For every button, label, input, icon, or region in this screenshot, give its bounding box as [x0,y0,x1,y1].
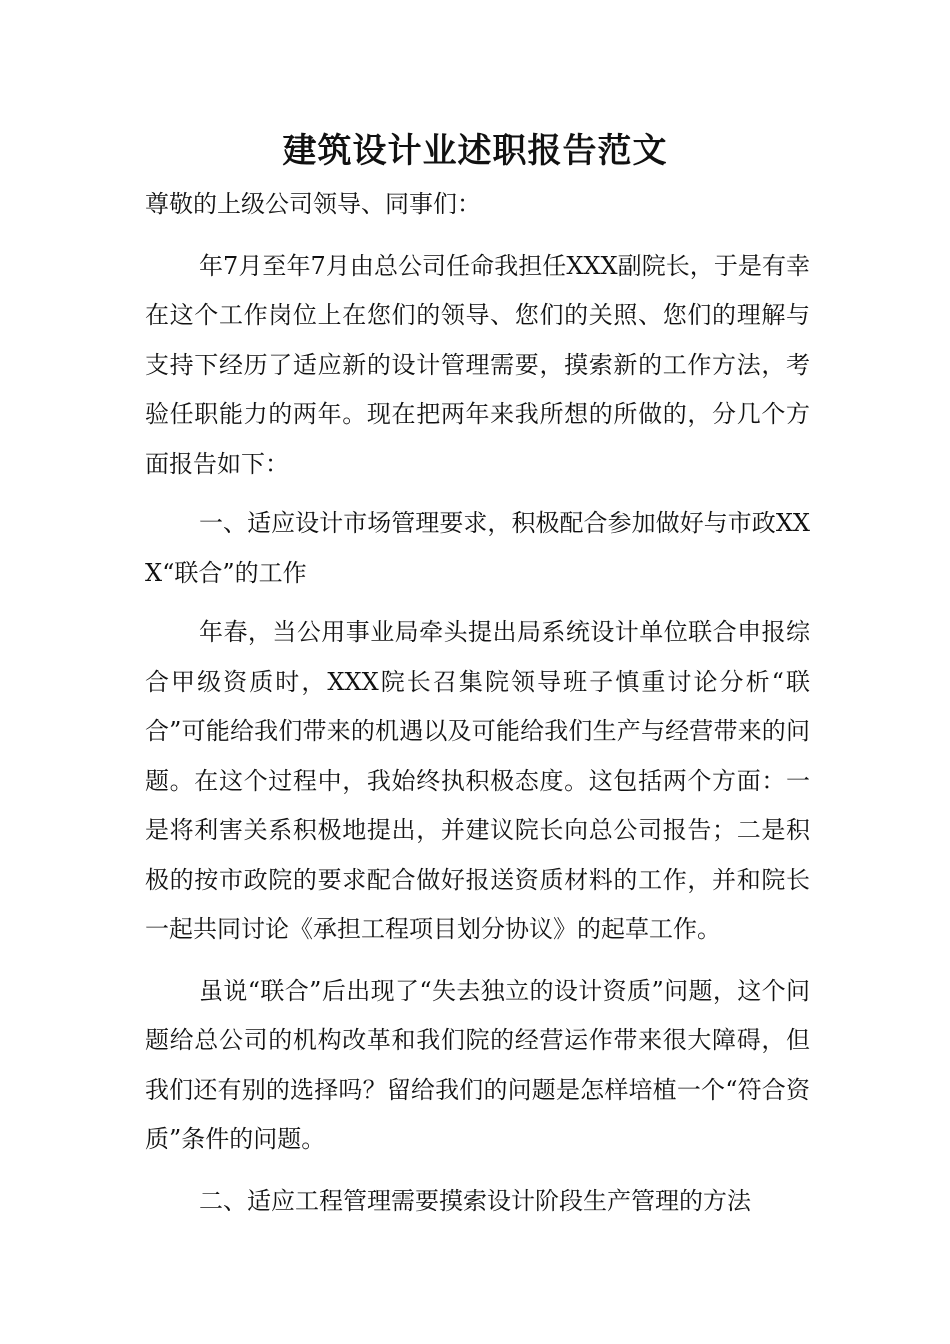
salutation: 尊敬的上级公司领导、同事们： [145,190,481,218]
document-title: 建筑设计业述职报告范文 [282,131,668,171]
paragraph-union: 年春，当公用事业局牵头提出局系统设计单位联合申报综合甲级资质时，XXX院长召集院领导班子慎重讨论分析“联合”可能给我们带来的机遇以及可能给我们生产与经营带来的问题。在这个过程中，我始终执积极态度。这包括两个方面：一是将利害关系积极地提出，并建议院长向总公司报告；二是积极的按市政院的要求配合做好报送资质材料的工作，并和院长一起共同讨论《承担工程项目划分协议》的起草工作。 [145,618,810,943]
paragraph-qualification: 虽说“联合”后出现了“失去独立的设计资质”问题，这个问题给总公司的机构改革和我们院的经营运作带来很大障碍，但我们还有别的选择吗？留给我们的问题是怎样培植一个“符合资质”条件的问题。 [145,976,810,1153]
section-heading-2: 二、适应工程管理需要摸索设计阶段生产管理的方法 [199,1186,751,1215]
section-heading-1: 一、适应设计市场管理要求，积极配合参加做好与市政XXX“联合”的工作 [145,509,810,587]
document-body [145,180,810,1226]
paragraph-intro: 年7月至年7月由总公司任命我担任XXX副院长，于是有幸在这个工作岗位上在您们的领导、您们的关照、您们的理解与支持下经历了适应新的设计管理需要，摸索新的工作方法，考验任职能力的两年。现在把两年来我所想的所做的，分几个方面报告如下： [145,251,810,478]
